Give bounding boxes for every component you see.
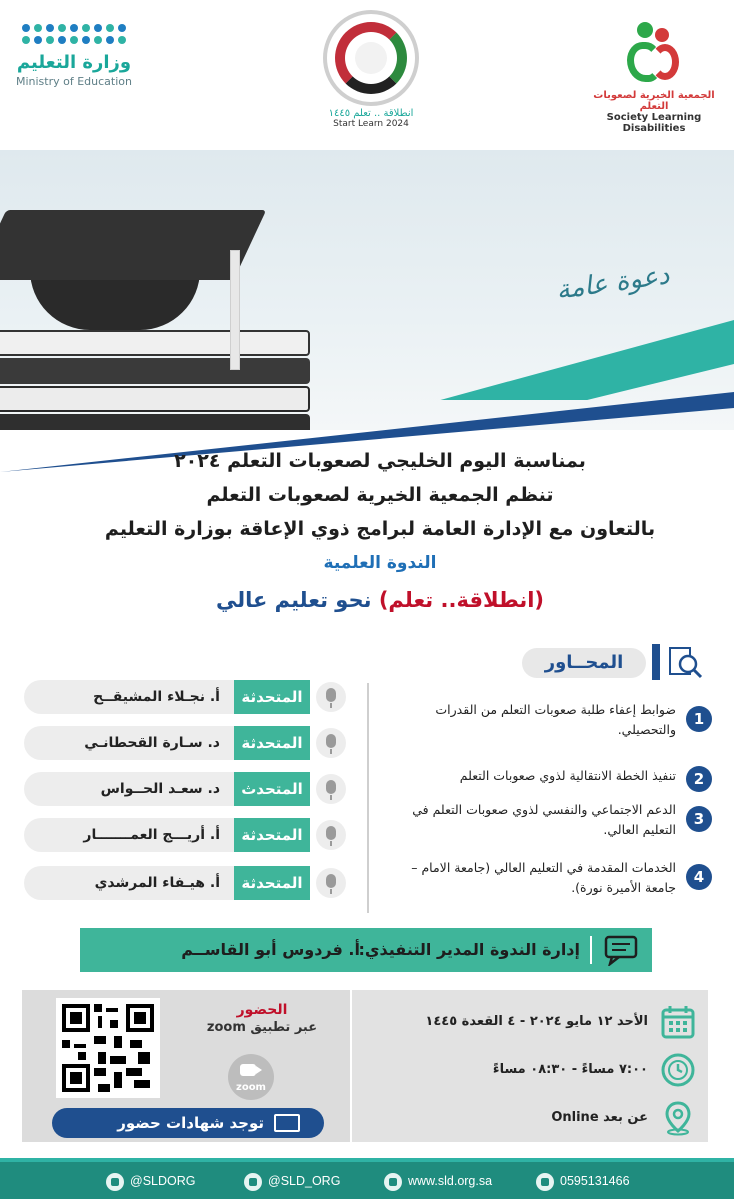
globe-icon: [384, 1173, 402, 1191]
speaker-row: [24, 818, 350, 852]
sld-english: Society Learning Disabilities: [606, 112, 702, 134]
speaker-role: المتحدثة: [234, 680, 310, 714]
speaker-name: أ. هيـفاء المرشدي: [24, 866, 234, 900]
sld-logo: [584, 22, 724, 134]
axis-item: [380, 800, 716, 844]
twitter-link[interactable]: [106, 1170, 195, 1192]
axis-number: 1: [686, 706, 712, 732]
gulf-day-line1: انطلاقة .. تعلم ١٤٤٥: [328, 108, 414, 119]
attendance-heading: الحضور: [236, 1002, 288, 1018]
twitter-handle: @SLDORG: [130, 1174, 196, 1188]
zoom-label: zoom: [236, 1082, 266, 1093]
twitter-icon: [106, 1173, 124, 1191]
management-bar: [80, 928, 652, 972]
axis-text: الدعم الاجتماعي والنفسي لذوي صعوبات التعلم في التعليم العالي.: [412, 802, 676, 837]
intro-block: [90, 444, 670, 620]
speaker-row: [24, 726, 350, 760]
clock-icon: [660, 1052, 696, 1088]
title-red: (انطلاقة.. تعلم): [378, 588, 545, 612]
speaker-name: أ. نجـلاء المشيقــح: [24, 680, 234, 714]
axis-text: ضوابط إعفاء طلبة صعوبات التعلم من القدرات والتحصيلي.: [435, 702, 676, 737]
management-separator: [590, 936, 592, 964]
microphone-icon: [316, 868, 346, 898]
axis-number: 4: [686, 864, 712, 890]
qr-code[interactable]: [56, 998, 160, 1098]
chat-icon: [602, 934, 642, 966]
date-row: [366, 1002, 696, 1042]
title-blue: نحو تعليم عالي: [215, 588, 372, 612]
microphone-icon: [316, 728, 346, 758]
speaker-row: [24, 680, 350, 714]
intro-line2: تنظم الجمعية الخيرية لصعوبات التعلم: [206, 484, 554, 506]
column-divider: [367, 683, 369, 913]
speaker-name: د. سعـد الحــواس: [24, 772, 234, 806]
axes-heading: [522, 644, 706, 680]
speaker-role: المتحدثة: [234, 726, 310, 760]
axis-number: 3: [686, 806, 712, 832]
symposium-label: الندوة العلمية: [323, 553, 437, 573]
speaker-role: المتحدث: [234, 772, 310, 806]
footer: [0, 1162, 734, 1199]
management-value: أ. فردوس أبو القاســم: [181, 940, 360, 959]
microphone-icon: [316, 774, 346, 804]
calendar-icon: [660, 1004, 696, 1040]
axis-item: [380, 700, 716, 744]
moe-english: Ministry of Education: [15, 75, 132, 88]
speaker-row: [24, 866, 350, 900]
website-url: www.sld.org.sa: [408, 1174, 493, 1188]
location-pin-icon: [660, 1100, 696, 1136]
instagram-handle: @SLD_ORG: [268, 1174, 341, 1188]
axis-item: [380, 760, 716, 804]
speaker-role: المتحدثة: [234, 818, 310, 852]
location-row: [366, 1098, 696, 1138]
management-label: إدارة الندوة المدير التنفيذي:: [358, 940, 580, 959]
event-date: الأحد ١٢ مايو ٢٠٢٤ - ٤ القعدة ١٤٤٥: [425, 1014, 648, 1029]
instagram-icon: [244, 1173, 262, 1191]
search-document-icon: [666, 644, 704, 680]
event-location: عن بعد Online: [551, 1110, 648, 1125]
intro-line1: بمناسبة اليوم الخليجي لصعوبات التعلم ٢٠٢٤: [174, 450, 586, 472]
intro-line3: بالتعاون مع الإدارة العامة لبرامج ذوي الإعاقة بوزارة التعليم: [104, 518, 656, 540]
certificates-button[interactable]: [52, 1108, 324, 1138]
sld-figures-icon: [619, 22, 689, 86]
instagram-link[interactable]: [244, 1170, 340, 1192]
invite-calligraphy: دعوة عامة: [554, 260, 672, 306]
phone-link[interactable]: [536, 1170, 630, 1192]
axis-text: تنفيذ الخطة الانتقالية لذوي صعوبات التعلم: [459, 768, 676, 783]
qr-code-icon: [62, 1004, 154, 1092]
axis-number: 2: [686, 766, 712, 792]
moe-logo: [14, 24, 134, 120]
axis-item: [380, 858, 716, 902]
speaker-name: د. سـارة القحطانـي: [24, 726, 234, 760]
attendance-box: [22, 990, 350, 1142]
gulf-day-logo: [320, 10, 422, 129]
footer-top-line: [0, 1158, 734, 1162]
books-cap-illustration: [0, 210, 300, 430]
speaker-row: [24, 772, 350, 806]
certificates-label: توجد شهادات حضور: [117, 1114, 264, 1132]
axes-heading-label: المحــاور: [522, 648, 646, 678]
certificate-icon: [274, 1114, 300, 1132]
event-time: ٧:٠٠ مساءً - ٠٨:٣٠ مساءً: [492, 1062, 648, 1077]
zoom-icon: [228, 1054, 274, 1100]
gulf-day-line2: Start Learn 2024: [333, 119, 409, 129]
axes-heading-bar: [652, 644, 660, 680]
attendance-info: [182, 1002, 342, 1035]
attendance-sub: عبر تطبيق zoom: [206, 1020, 318, 1035]
header: [0, 0, 734, 150]
moe-arabic: وزارة التعليم: [16, 52, 132, 73]
phone-icon: [536, 1173, 554, 1191]
speaker-role: المتحدثة: [234, 866, 310, 900]
time-row: [366, 1050, 696, 1090]
microphone-icon: [316, 820, 346, 850]
axis-text: الخدمات المقدمة في التعليم العالي (جامعة الامام –جامعة الأميرة نورة).: [411, 860, 676, 895]
microphone-icon: [316, 682, 346, 712]
phone-number: 0595131466: [560, 1174, 630, 1188]
sld-arabic: الجمعية الخيرية لصعوبات التعلم: [593, 90, 715, 112]
gulf-day-badge-icon: [323, 10, 419, 106]
moe-dots-icon: [19, 24, 129, 44]
speaker-name: أ. أريـــج العمـــــــار: [24, 818, 234, 852]
website-link[interactable]: [384, 1170, 492, 1192]
event-details-box: [352, 990, 708, 1142]
symposium-title: [90, 580, 670, 620]
